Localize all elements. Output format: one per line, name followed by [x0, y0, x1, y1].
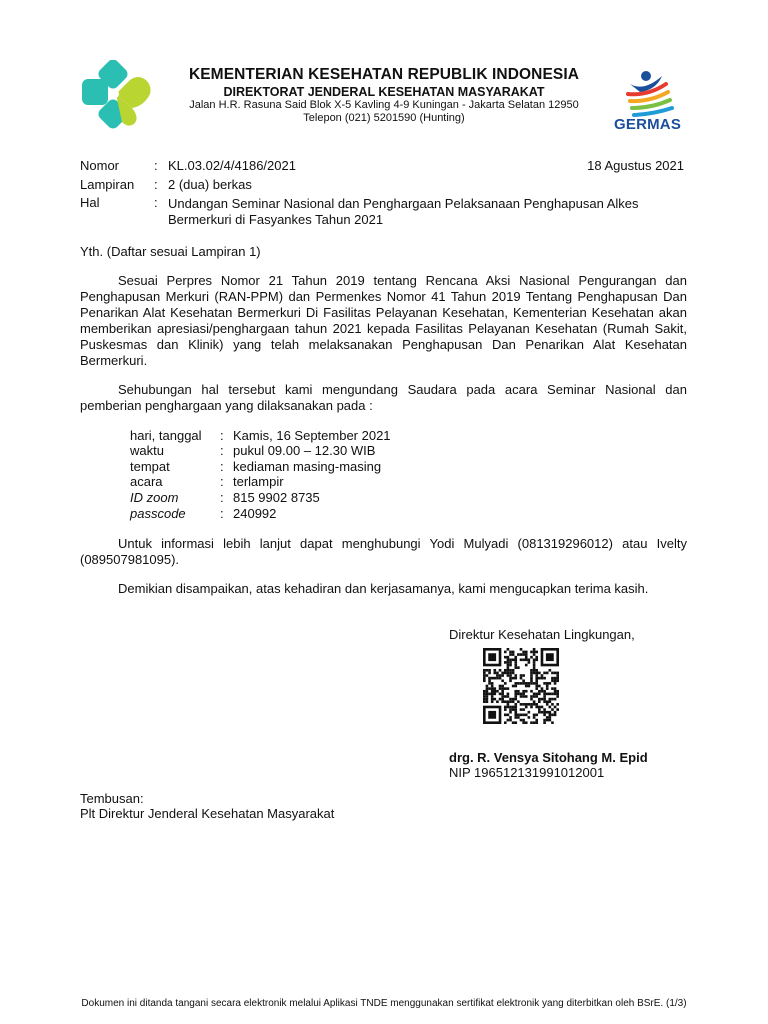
detail-colon: : — [220, 506, 224, 521]
letter-date: 18 Agustus 2021 — [587, 158, 684, 173]
detail-label-zoom-id: ID zoom — [130, 490, 179, 505]
recipient: Yth. (Daftar sesuai Lampiran 1) — [80, 244, 261, 259]
paragraph-contact: Untuk informasi lebih lanjut dapat menghubungi Yodi Mulyadi (081319296012) atau Ivelty (089507981095). — [80, 536, 687, 567]
lampiran-colon: : — [154, 177, 158, 192]
detail-value-zoom-id: 815 9902 8735 — [233, 490, 320, 505]
detail-value-date: Kamis, 16 September 2021 — [233, 428, 391, 443]
hal-label: Hal — [80, 195, 100, 210]
detail-value-time: pukul 09.00 – 12.30 WIB — [233, 443, 376, 458]
detail-colon: : — [220, 474, 224, 489]
ministry-phone: Telepon (021) 5201590 (Hunting) — [303, 112, 465, 124]
paragraph-closing: Demikian disampaikan, atas kehadiran dan kerjasamanya, kami mengucapkan terima kasih. — [118, 581, 649, 596]
signatory-position: Direktur Kesehatan Lingkungan, — [449, 627, 635, 642]
nomor-colon: : — [154, 158, 158, 173]
detail-label-date: hari, tanggal — [130, 428, 202, 443]
germas-label: GERMAS — [614, 116, 682, 133]
directorate-title: DIREKTORAT JENDERAL KESEHATAN MASYARAKAT — [223, 85, 545, 99]
lampiran-value: 2 (dua) berkas — [168, 177, 252, 192]
detail-colon: : — [220, 443, 224, 458]
lampiran-label: Lampiran — [80, 177, 135, 192]
detail-label-time: waktu — [130, 443, 164, 458]
detail-value-event: terlampir — [233, 474, 284, 489]
detail-value-passcode: 240992 — [233, 506, 277, 521]
paragraph-intro: Sesuai Perpres Nomor 21 Tahun 2019 tentang Rencana Aksi Nasional Pengurangan dan Penghapusan Merkuri (RAN-PPM) dan Permenkes Nomor 41 Tahun 2019 Tentang Penghapusan Dan Penarikan Alat Kesehatan Bermerkuri Di Fasilitas Pelayanan Kesehatan, Kementerian Kesehatan akan memberikan apresiasi/penghargaan tahun 2021 kepada Fasilitas Pelayanan Kesehatan (Rumah Sakit, Puskesmas dan Klinik) yang telah melaksanakan Penghapusan Dan Penarikan Alat Kesehatan Bermerkuri. — [80, 273, 687, 368]
signatory-name: drg. R. Vensya Sitohang M. Epid — [449, 750, 648, 765]
signatory-nip: NIP 196512131991012001 — [449, 765, 605, 780]
paragraph-invitation: Sehubungan hal tersebut kami mengundang Saudara pada acara Seminar Nasional dan pemberian penghargaan yang dilaksanakan pada : — [80, 382, 687, 413]
ministry-title: KEMENTERIAN KESEHATAN REPUBLIK INDONESIA — [188, 66, 580, 83]
detail-label-passcode: passcode — [130, 506, 186, 521]
nomor-value: KL.03.02/4/4186/2021 — [168, 158, 296, 173]
detail-label-event: acara — [130, 474, 163, 489]
e-signature-footer: Dokumen ini ditanda tangani secara elektronik melalui Aplikasi TNDE menggunakan sertifikat elektronik yang diterbitkan oleh BSrE. (1/3) — [81, 998, 687, 1009]
ministry-address: Jalan H.R. Rasuna Said Blok X-5 Kavling 4-9 Kuningan - Jakarta Selatan 12950 — [189, 99, 579, 111]
detail-colon: : — [220, 490, 224, 505]
nomor-label: Nomor — [80, 158, 120, 173]
qr-code-signature — [481, 648, 561, 724]
cc-item: Plt Direktur Jenderal Kesehatan Masyarakat — [80, 806, 335, 821]
hal-colon: : — [154, 195, 158, 210]
germas-logo — [626, 68, 688, 118]
detail-value-place: kediaman masing-masing — [233, 459, 382, 474]
detail-colon: : — [220, 459, 224, 474]
hal-line-1: Undangan Seminar Nasional dan Penghargaan Pelaksanaan Penghapusan Alkes — [168, 196, 639, 211]
detail-label-place: tempat — [130, 459, 170, 474]
hal-line-2: Bermerkuri di Fasyankes Tahun 2021 — [168, 212, 384, 227]
cc-label: Tembusan: — [80, 791, 144, 806]
detail-colon: : — [220, 428, 224, 443]
